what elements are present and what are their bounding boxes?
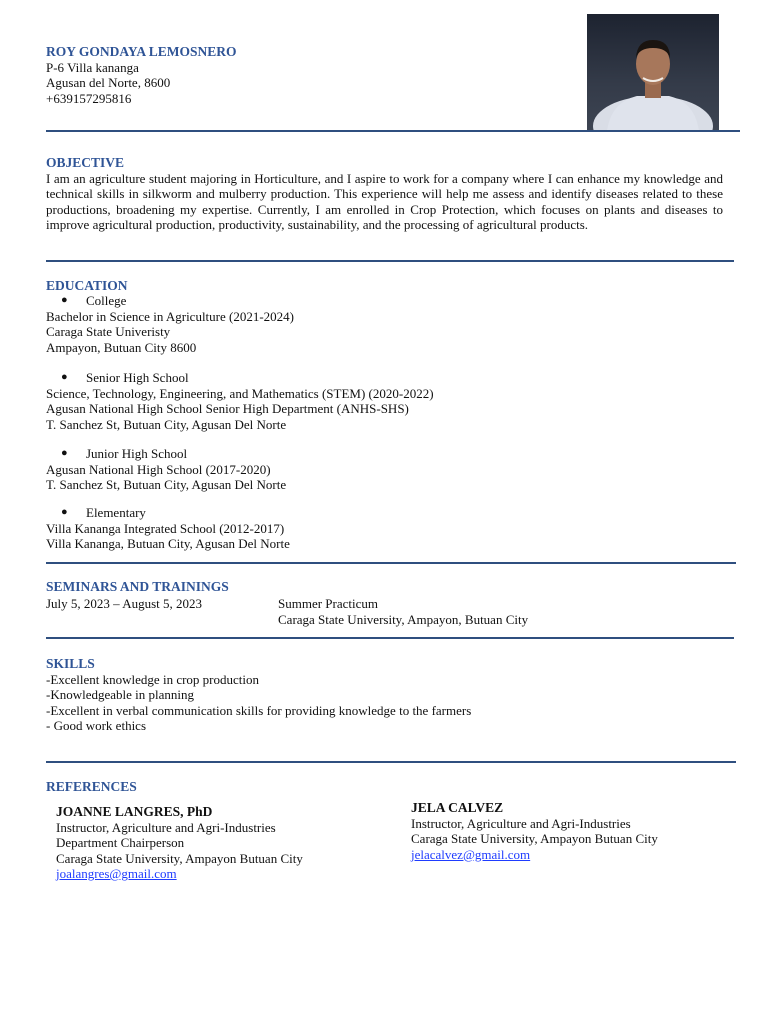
- education-detail: Villa Kananga, Butuan City, Agusan Del Norte: [46, 536, 290, 551]
- reference-email-link[interactable]: joalangres@gmail.com: [56, 866, 177, 881]
- bullet-icon: ●: [61, 447, 68, 459]
- education-detail: Agusan National High School Senior High Department (ANHS-SHS): [46, 401, 409, 416]
- divider: [46, 260, 734, 262]
- reference-name: JOANNE LANGRES, PhD: [56, 804, 213, 819]
- education-detail: Caraga State Univeristy: [46, 324, 171, 339]
- education-level: ● Junior High School: [61, 446, 188, 461]
- education-detail: Agusan National High School (2017-2020): [46, 461, 271, 477]
- objective-heading: OBJECTIVE: [46, 155, 125, 170]
- education-entry-college: [46, 293, 294, 355]
- address-line-1: P-6 Villa kananga: [46, 59, 139, 75]
- reference-email-link[interactable]: jelacalvez@gmail.com: [411, 846, 531, 862]
- person-portrait-icon: [587, 14, 719, 131]
- reference-title: Instructor, Agriculture and Agri-Industries: [411, 815, 631, 831]
- education-detail: Ampayon, Butuan City 8600: [46, 339, 197, 355]
- education-detail: Science, Technology, Engineering, and Mathematics (STEM) (2020-2022): [46, 385, 434, 401]
- skills-section: [46, 656, 471, 734]
- contact-block: [46, 44, 237, 106]
- education-heading: EDUCATION: [46, 278, 128, 293]
- education-entry-junior-high: [46, 446, 286, 493]
- divider: [46, 562, 736, 564]
- seminars-heading: SEMINARS AND TRAININGS: [46, 579, 229, 594]
- objective-section: [46, 155, 723, 233]
- divider: [46, 761, 736, 763]
- references-heading: REFERENCES: [46, 779, 137, 794]
- education-detail: Villa Kananga Integrated School (2012-2017): [46, 520, 285, 536]
- reference-organization: Caraga State University, Ampayon Butuan City: [56, 850, 303, 866]
- reference-title: Instructor, Agriculture and Agri-Industries: [56, 819, 276, 835]
- address-line-2: Agusan del Norte, 8600: [46, 75, 171, 90]
- education-entry-senior-high: [46, 370, 434, 432]
- education-level: ● Elementary: [61, 505, 146, 520]
- skill-item: -Excellent knowledge in crop production: [46, 671, 259, 687]
- education-detail: T. Sanchez St, Butuan City, Agusan Del Norte: [46, 477, 287, 492]
- reference-1: [56, 804, 303, 882]
- bullet-icon: ●: [61, 371, 68, 383]
- bullet-icon: ●: [61, 294, 68, 306]
- reference-2: [411, 800, 658, 862]
- applicant-name: ROY GONDAYA LEMOSNERO: [46, 44, 237, 59]
- bullet-icon: ●: [61, 506, 68, 518]
- phone-number: +639157295816: [46, 90, 132, 106]
- reference-organization: Caraga State University, Ampayon Butuan City: [411, 831, 658, 846]
- education-level: ● College: [61, 293, 127, 308]
- skill-item: -Excellent in verbal communication skills for providing knowledge to the farmers: [46, 702, 472, 718]
- divider: [46, 637, 734, 639]
- skill-item: - Good work ethics: [46, 718, 147, 733]
- seminar-date: July 5, 2023 – August 5, 2023: [46, 596, 203, 611]
- reference-name: JELA CALVEZ: [411, 800, 504, 815]
- profile-photo: [587, 14, 719, 131]
- reference-role: Department Chairperson: [56, 835, 185, 850]
- divider: [46, 130, 740, 132]
- skill-item: -Knowledgeable in planning: [46, 687, 195, 702]
- seminar-details: [278, 596, 528, 627]
- education-level: ● Senior High School: [61, 370, 189, 385]
- education-entry-elementary: [46, 505, 290, 552]
- education-detail: T. Sanchez St, Butuan City, Agusan Del Norte: [46, 416, 287, 432]
- skills-heading: SKILLS: [46, 656, 95, 671]
- seminar-place: Caraga State University, Ampayon, Butuan City: [278, 611, 529, 627]
- objective-text: I am an agriculture student majoring in Horticulture, and I aspire to work for a company where I can enhance my knowledge and technical skills in silkworm and mulberry production. This experience will help me assess and identify diseases related to these productions, broadening my expertise. Currently, I am enrolled in Crop Protection, which focuses on plants and diseases to improve agricultural production, productivity, sustainability, and the processing of agricultural products.: [46, 170, 723, 232]
- education-detail: Bachelor in Science in Agriculture (2021-2024): [46, 308, 295, 324]
- seminar-event: Summer Practicum: [278, 596, 379, 611]
